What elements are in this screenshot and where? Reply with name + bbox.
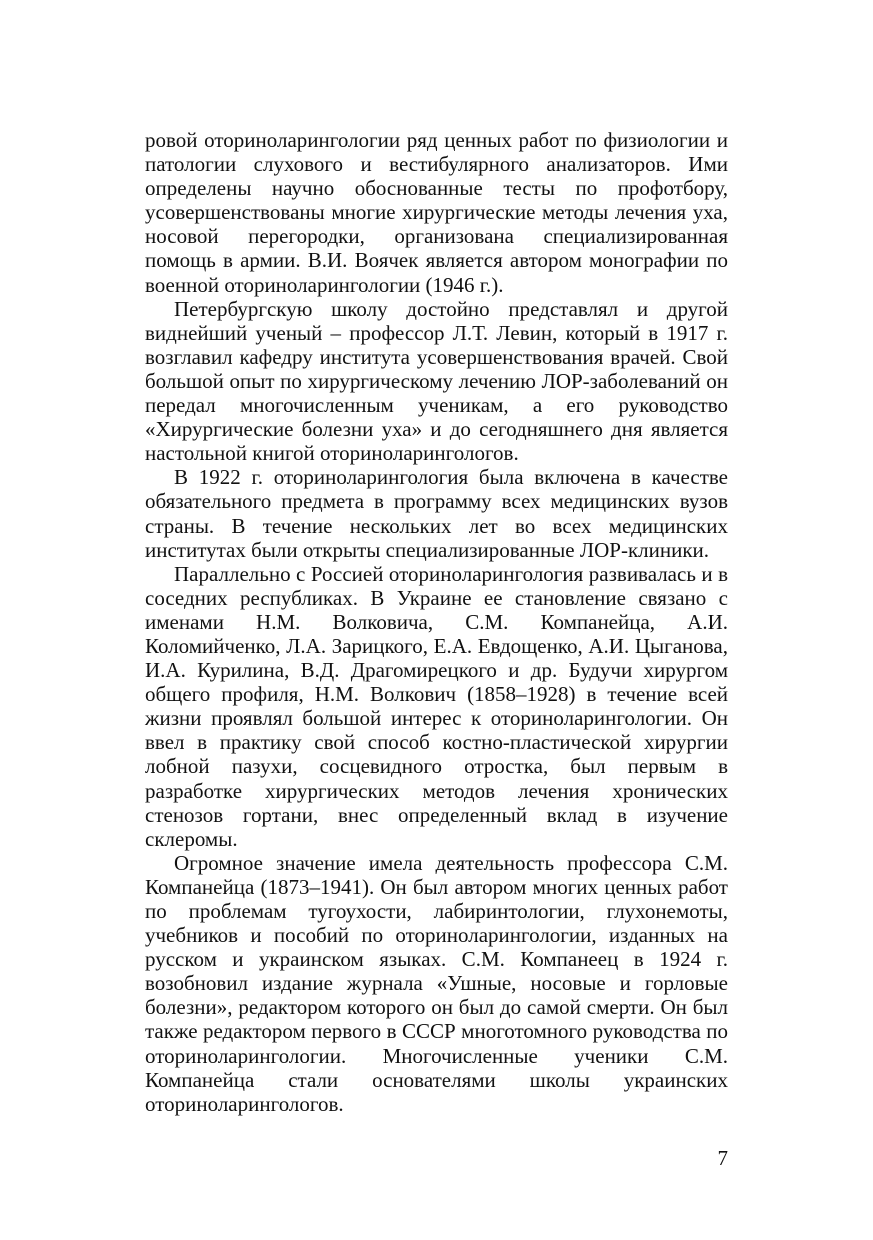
paragraph-1: ровой оториноларингологии ряд ценных работ по физиологии и патологии слухового и вестибулярного анализаторов. Ими определены научно обоснованные тесты по профотбору, усовершенствованы многие хирургические методы лечения уха, носовой перегородки, организована специализированная помощь в армии. В.И. Воячек является автором монографии по военной оториноларингологии (1946 г.). — [145, 128, 728, 297]
page-body — [145, 128, 728, 1116]
paragraph-2: Петербургскую школу достойно представлял и другой виднейший ученый – профессор Л.Т. Левин, который в 1917 г. возглавил кафедру института усовершенствования врачей. Свой большой опыт по хирургическому лечению ЛОР-заболеваний он передал многочисленным ученикам, а его руководство «Хирургические болезни уха» и до сегодняшнего дня является настольной книгой оториноларингологов. — [145, 296, 728, 466]
paragraph-5: Огромное значение имела деятельность профессора С.М. Компанейца (1873–1941). Он был автором многих ценных работ по проблемам тугоухости, лабиринтологии, глухонемоты, учебников и пособий по оториноларингологии, изданных на русском и украинском языках. С.М. Компанеец в 1924 г. возобновил издание журнала «Ушные, носовые и горловые болезни», редактором которого он был до самой смерти. Он был также редактором первого в СССР многотомного руководства по оториноларингологии. Многочисленные ученики С.М. Компанейца стали основателями школы украинских оториноларингологов. — [145, 850, 728, 1116]
page-number: 7 — [717, 1146, 728, 1170]
paragraph-4: Параллельно с Россией оториноларингология развивалась и в соседних республиках. В Украине ее становление связано с именами Н.М. Волковича, С.М. Компанейца, А.И. Коломийченко, Л.А. Зарицкого, Е.А. Евдощенко, А.И. Цыганова, И.А. Курилина, В.Д. Драгомирецкого и др. Будучи хирургом общего профиля, Н.М. Волкович (1858–1928) в течение всей жизни проявлял большой интерес к оториноларингологии. Он ввел в практику свой способ костно-пластической хирургии лобной пазухи, сосцевидного отростка, был первым в разработке хирургических методов лечения хронических стенозов гортани, внес определенный вклад в изучение склеромы. — [145, 561, 728, 851]
paragraph-3: В 1922 г. оториноларингология была включена в качестве обязательного предмета в программу всех медицинских вузов страны. В течение нескольких лет во всех медицинских институтах были открыты специализированные ЛОР-клиники. — [145, 465, 728, 562]
